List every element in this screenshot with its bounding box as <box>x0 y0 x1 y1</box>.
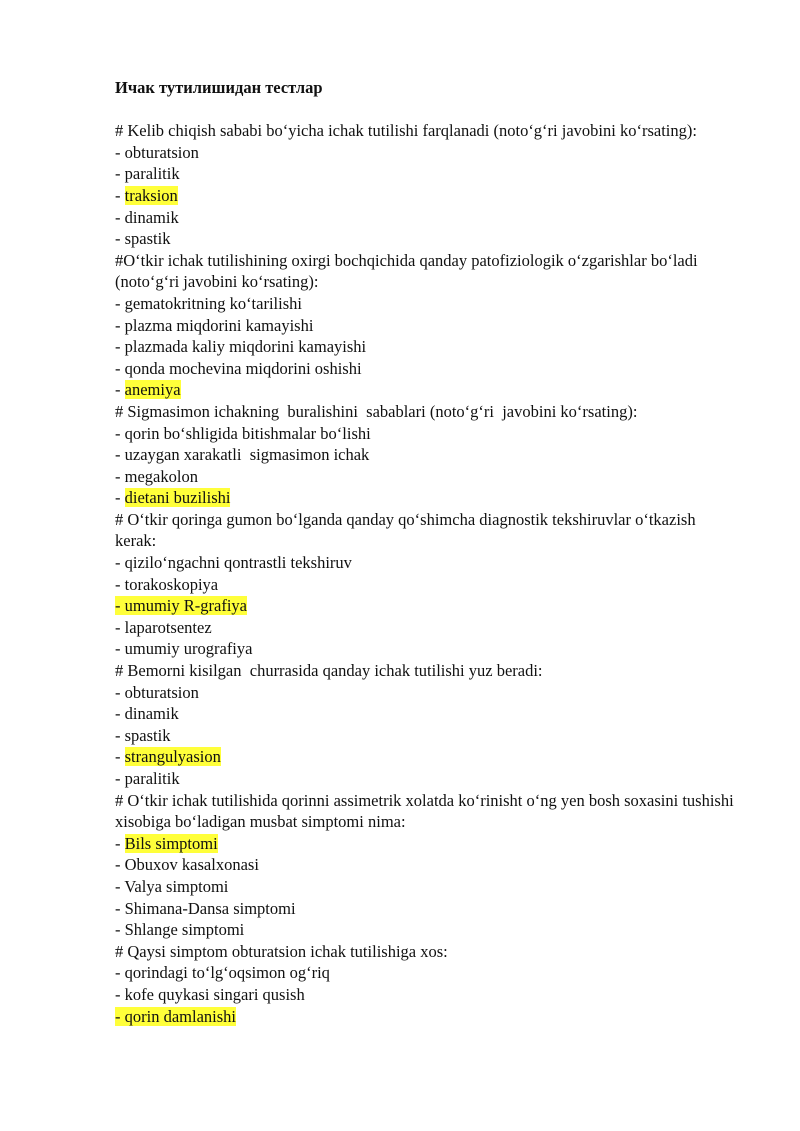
answer-option-text: kofe quykasi singari qusish <box>124 984 305 1004</box>
answer-option: - Bils simptomi <box>115 833 218 853</box>
answer-option: - laparotsentez <box>115 617 212 637</box>
answer-option: - qizilo‘ngachni qontrastli tekshiruv <box>115 553 352 573</box>
answer-option: - umumiy urografiya <box>115 639 253 659</box>
answer-option: - uzaygan xarakatli sigmasimon ichak <box>115 445 370 465</box>
document-page <box>115 77 738 1027</box>
answer-option: - spastik <box>115 725 171 745</box>
answer-option: - anemiya <box>115 380 181 400</box>
answer-option: - Obuxov kasalxonasi <box>115 855 259 875</box>
answer-option: - plazmada kaliy miqdorini kamayishi <box>115 337 367 357</box>
answer-option: - traksion <box>115 185 178 205</box>
correct-answer-highlight: Bils simptomi <box>124 833 218 853</box>
answer-option: - paralitik <box>115 769 180 788</box>
answer-option-text: dinamik <box>124 207 179 227</box>
answer-option-text: paralitik <box>124 769 180 788</box>
answer-option-text: gematokritning ko‘tarilishi <box>124 293 302 313</box>
answer-option-text: qorin bo‘shligida bitishmalar bo‘lishi <box>124 423 371 443</box>
answer-option: - dinamik <box>115 704 179 724</box>
answer-option-text: spastik <box>124 229 171 249</box>
answer-option: - kofe quykasi singari qusish <box>115 984 305 1004</box>
question-text: #O‘tkir ichak tutilishining oxirgi bochqichida qanday patofiziologik o‘zgarishlar bo‘ladi (noto‘g‘ri javobini ko‘rsating): <box>115 250 702 292</box>
answer-option-text: uzaygan xarakatli sigmasimon ichak <box>124 445 370 465</box>
answer-option-text: megakolon <box>124 466 198 486</box>
question-text: # Bemorni kisilgan churrasida qanday ichak tutilishi yuz beradi: <box>115 661 543 681</box>
answer-option <box>115 595 735 617</box>
answer-option-text: torakoskopiya <box>124 574 219 594</box>
answer-option: - strangulyasion <box>115 747 221 767</box>
test-questions <box>115 120 738 1027</box>
question-text: # Qaysi simptom obturatsion ichak tutilishiga xos: <box>115 941 448 961</box>
answer-option: - qorindagi to‘lg‘oqsimon og‘riq <box>115 963 330 983</box>
question-text: # Kelib chiqish sababi bo‘yicha ichak tutilishi farqlanadi (noto‘g‘ri javobini ko‘rsating): <box>115 121 697 141</box>
correct-answer-highlight: anemiya <box>124 380 181 400</box>
answer-option: - obturatsion <box>115 142 199 162</box>
correct-answer-highlight: strangulyasion <box>124 747 221 767</box>
answer-option-text: qorindagi to‘lg‘oqsimon og‘riq <box>124 963 330 983</box>
answer-option-text: plazmada kaliy miqdorini kamayishi <box>124 337 367 357</box>
answer-option-text: Obuxov kasalxonasi <box>124 855 259 875</box>
answer-option-text: umumiy urografiya <box>124 639 253 659</box>
answer-option: - torakoskopiya <box>115 574 219 594</box>
answer-option-text: laparotsentez <box>124 617 212 637</box>
correct-answer-highlight: traksion <box>124 185 178 205</box>
correct-answer-highlight: - qorin damlanishi <box>115 1006 236 1026</box>
answer-option-text: qorin damlanishi <box>124 1006 236 1026</box>
answer-option: - qorin bo‘shligida bitishmalar bo‘lishi <box>115 423 371 443</box>
answer-option: - dietani buzilishi <box>115 488 231 508</box>
answer-option: - Valya simptomi <box>115 876 229 896</box>
answer-option: - dinamik <box>115 207 179 227</box>
answer-option-text: qizilo‘ngachni qontrastli tekshiruv <box>124 553 352 573</box>
answer-option-text: obturatsion <box>124 142 199 162</box>
answer-option-text: paralitik <box>124 164 180 184</box>
answer-option-text: obturatsion <box>124 682 199 702</box>
answer-option <box>115 1006 735 1028</box>
answer-option-text: spastik <box>124 725 171 745</box>
answer-option: - spastik <box>115 229 171 249</box>
answer-option: - plazma miqdorini kamayishi <box>115 315 314 335</box>
answer-option-text: Shimana-Dansa simptomi <box>124 898 296 918</box>
answer-option-text: dinamik <box>124 704 179 724</box>
correct-answer-highlight: dietani buzilishi <box>124 488 231 508</box>
answer-option-text: plazma miqdorini kamayishi <box>124 315 314 335</box>
answer-option-text: umumiy R-grafiya <box>124 596 247 616</box>
answer-option: - paralitik <box>115 164 180 184</box>
answer-option: - Shlange simptomi <box>115 920 245 940</box>
question-text: # O‘tkir ichak tutilishida qorinni assimetrik xolatda ko‘rinisht o‘ng yen bosh soxasini tushishi xisobiga bo‘ladigan musbat simptomi nima: <box>115 790 738 832</box>
answer-option: - Shimana-Dansa simptomi <box>115 898 296 918</box>
answer-option: - gematokritning ko‘tarilishi <box>115 293 302 313</box>
document-title: Ичак тутилишидан тестлар <box>115 78 323 97</box>
answer-option-text: Shlange simptomi <box>124 920 245 940</box>
question-text: # Sigmasimon ichakning buralishini sabablari (noto‘g‘ri javobini ko‘rsating): <box>115 401 638 421</box>
answer-option-text: Valya simptomi <box>124 876 229 896</box>
blank-line <box>115 99 735 121</box>
correct-answer-highlight: - umumiy R-grafiya <box>115 596 247 616</box>
answer-option-text: qonda mochevina miqdorini oshishi <box>124 358 362 378</box>
answer-option: - megakolon <box>115 466 198 486</box>
question-text: # O‘tkir qoringa gumon bo‘lganda qanday qo‘shimcha diagnostik tekshiruvlar o‘tkazish kerak: <box>115 509 700 551</box>
answer-option: - obturatsion <box>115 682 199 702</box>
answer-option: - qonda mochevina miqdorini oshishi <box>115 358 362 378</box>
